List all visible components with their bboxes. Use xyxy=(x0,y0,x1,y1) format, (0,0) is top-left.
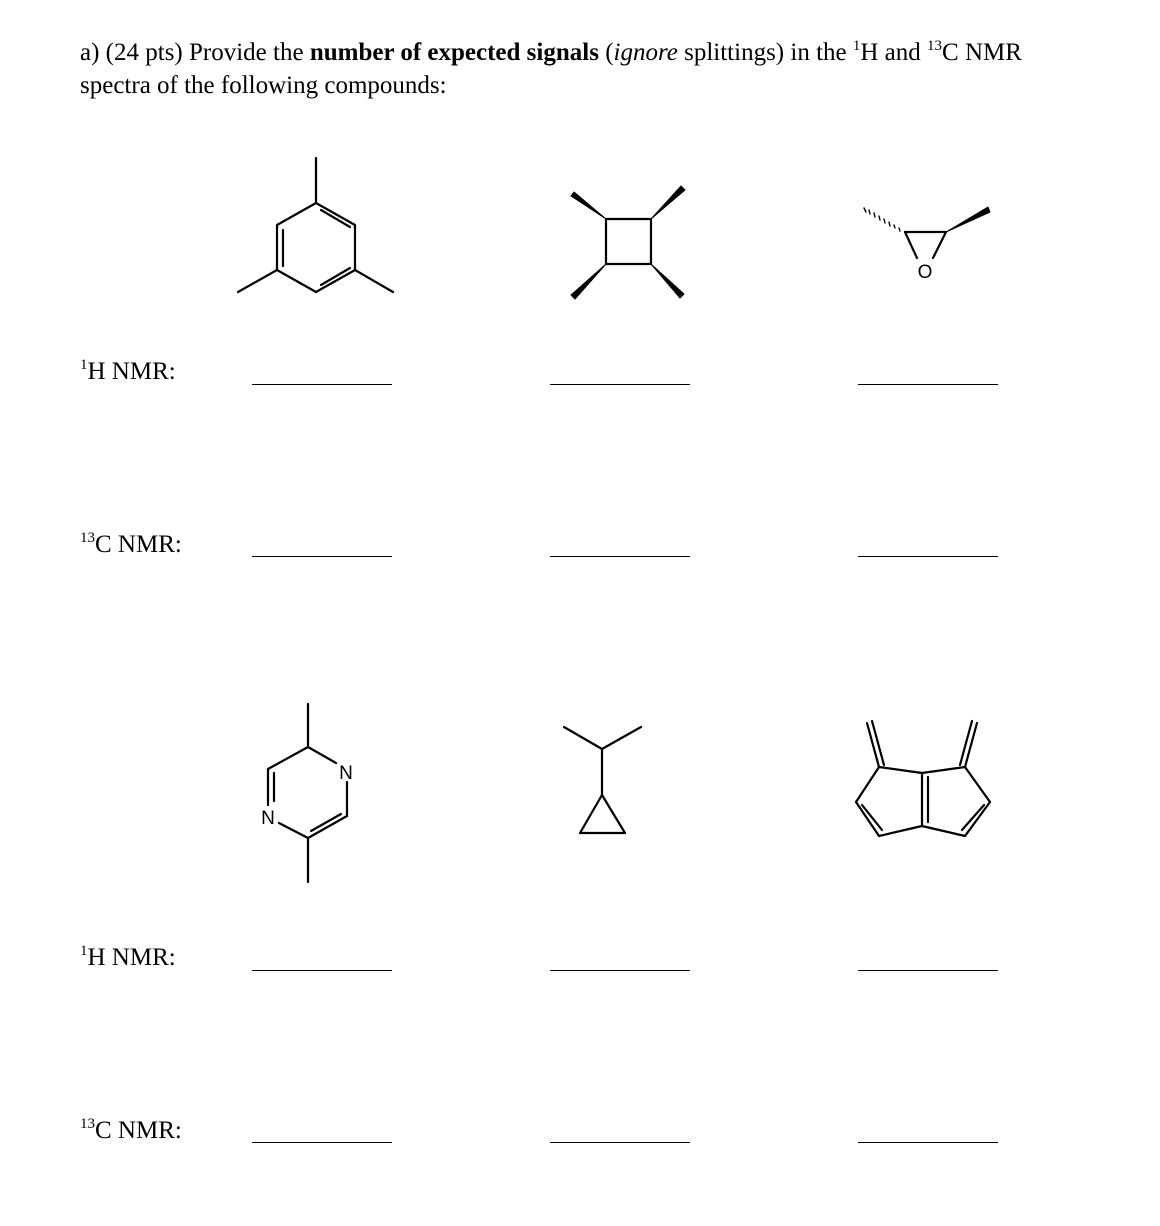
structure-mesitylene xyxy=(238,158,393,292)
structure-dimethylpyrazine xyxy=(268,704,347,882)
nitrogen-atom-label-lower: N xyxy=(261,808,275,829)
structure-dimethylenepentalene xyxy=(856,721,990,836)
nitrogen-atom-label-upper: N xyxy=(339,763,353,784)
structure-tetramethylcyclobutane xyxy=(571,186,685,299)
oxygen-atom-label: O xyxy=(917,262,933,283)
c-nmr-label-row2: $^{13}$C NMR: xyxy=(80,1116,182,1144)
c-nmr-label-row1: $^{13}$C NMR: xyxy=(80,530,182,558)
structure-isopropylcyclopropane xyxy=(564,727,641,833)
h-nmr-label-row2: $^1$H NMR: xyxy=(80,943,176,971)
structure-dimethyloxirane xyxy=(864,207,990,258)
h-nmr-label-row1: $^1$H NMR: xyxy=(80,357,176,385)
question-text: a) (24 pts) Provide the number of expected signals (ignore splittings) in the $^1$H and $^{13}$C NMR spectra of the following compounds: xyxy=(80,38,1022,99)
